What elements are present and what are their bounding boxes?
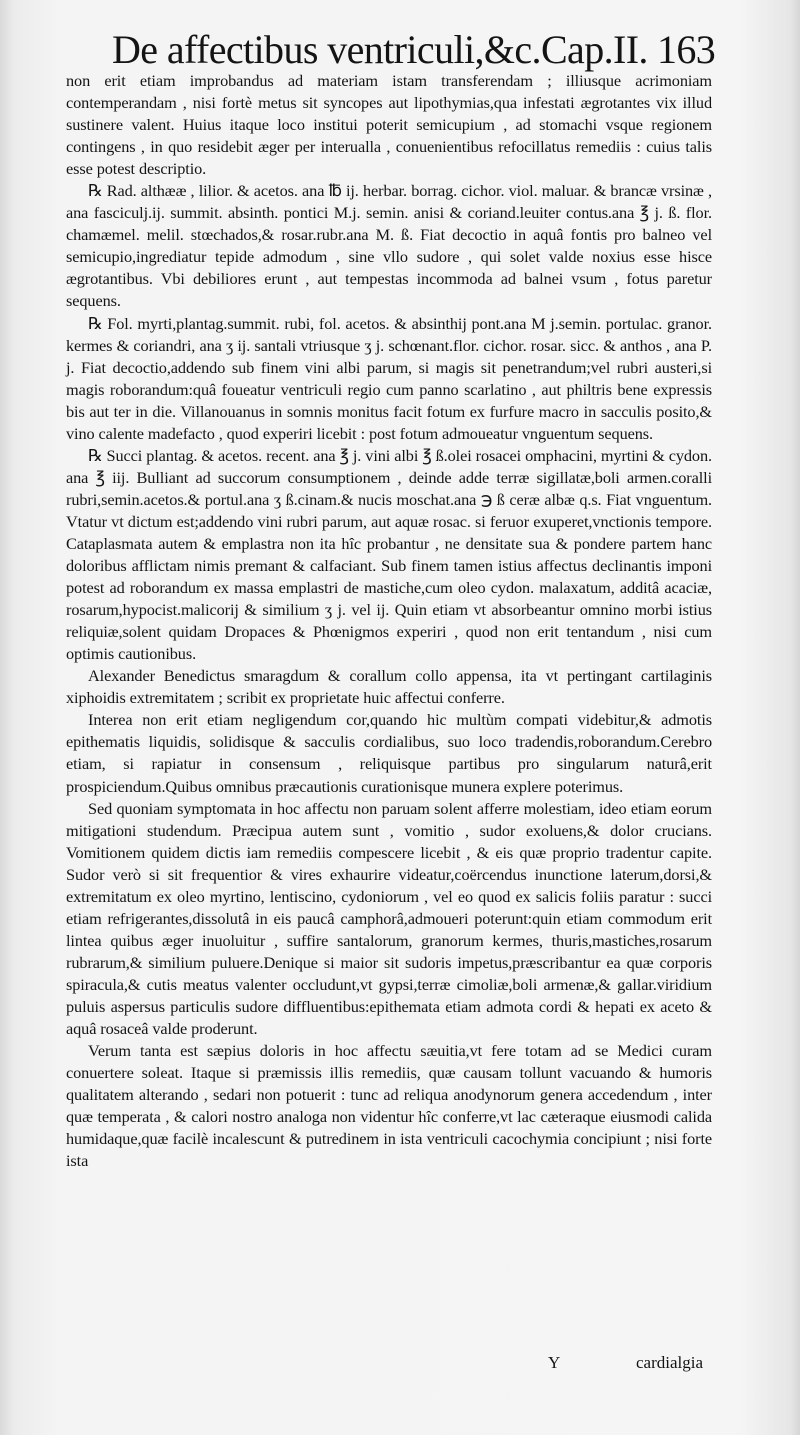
page-footer	[0, 1350, 800, 1376]
paragraph-symptomata: Sed quoniam symptomata in hoc affectu non paruam solent afferre molestiam, ideo etiam eorum mitigationi studendum. Præcipua autem sunt , vomitio , sudor exoluens,& dolor crucians. Vomitionem quidem dictis iam remediis compescere licebit , & eis quæ proprio tradentur capite. Sudor verò si sit frequentior & vires exhaurire videatur,coërcendus inunctione laterum,dorsi,& extremitatum ex oleo myrtino, lentiscino, cydoniorum , vel eo quod ex salicis foliis paratur : succi etiam refrigerantes,dissolutâ in eis paucâ camphorâ,admoueri poterunt:quin etiam commodum erit lintea quibus æger inuoluitur , suffire santalorum, granorum kermes, thuris,mastiches,rosarum rubrarum,& similium puluere.Denique si maior sit sudoris impetus,præscribantur ea quæ corporis spiracula,& cutis meatus valenter occludunt,vt gypsi,terræ cimoliæ,boli armenæ,& gallar.viridium puluis aspersus particulis sudore diffluentibus:epithemata etiam admota cordi & hepati ex aceto & aquâ rosaceâ valde proderunt.	[66, 798, 712, 1039]
body-text	[66, 70, 712, 1172]
recipe-balneum: ℞ Rad. althææ , lilior. & acetos. ana ℔ ij. herbar. borrag. cichor. viol. maluar. & brancæ vrsinæ , ana fasciculj.ij. summit. absinth. pontici M.j. semin. anisi & coriand.leuiter contus.ana ℥ j. ß. flor. chamæmel. melil. stœchados,& rosar.rubr.ana M. ß. Fiat decoctio in aquâ fontis pro balneo vel semicupio,ingrediatur tepide admodum , sine vllo sudore , qui solet valde noxius esse hisce ægrotantibus. Vbi debiliores erunt , aut tempestas incommoda ad balnei vsum , fotus paretur sequens.	[66, 181, 712, 311]
signature-mark: Y	[548, 1353, 561, 1372]
paragraph-benedictus: Alexander Benedictus smaragdum & corallum collo appensa, ita vt pertingant cartilaginis xiphoidis extremitatem ; scribit ex proprietate huic affectui conferre.	[66, 666, 712, 708]
recipe-unguentum: ℞ Succi plantag. & acetos. recent. ana ℥ j. vini albi ℥ ß.olei rosacei omphacini, myrtini & cydon. ana ℥ iij. Bulliant ad succorum consumptionem , deinde adde terræ sigillatæ,boli armen.coralli rubri,semin.acetos.& portul.ana ʒ ß.cinam.& nucis moschat.ana ℈ ß ceræ albæ q.s. Fiat vnguentum. Vtatur vt dictum est;addendo vini rubri parum, aut aquæ rosac. si feruor exuperet,vnctionis tempore. Cataplasmata autem & emplastra non ita hîc probantur , ne densitate sua & pondere partem hanc doloribus afflictam nimis premant & calfaciant. Sub finem tamen istius affectus declinantis imponi potest ad roborandum ex massa emplastri de mastiche,cum oleo cydon. malaxatum, additâ acaciæ, rosarum,hypocist.malicorij & similium ʒ j. vel ij. Quin etiam vt absorbeantur omnino morbi istius reliquiæ,solent quidam Dropaces & Phœnigmos experiri , quod non erit tentandum , nisi cum optimis cautionibus.	[66, 445, 712, 664]
page-header	[112, 24, 800, 76]
catchword: cardialgia	[636, 1353, 704, 1372]
running-title: De affectibus ventriculi,&c.Cap.II.	[112, 27, 648, 72]
paragraph-continuation: non erit etiam improbandus ad materiam istam transferendam ; illiusque acrimoniam contemperandam , nisi fortè metus sit syncopes aut lipothymias,qua infestati ægrotantes vix illud sustinere valent. Huius itaque loco institui poterit semicupium , ad stomachi vsque regionem contingens , in quo residebit æger per interualla , conuenientibus refocillatus remediis : cuius talis esse potest descriptio.	[66, 71, 712, 179]
paragraph-cor: Interea non erit etiam negligendum cor,quando hic multùm compati videbitur,& admotis epithematis liquidis, solidisque & sacculis cordialibus, suo loco tradendis,roborandum.Cerebro etiam, si rapiatur in consensum , reliquisque partibus pro singularum naturâ,erit prospiciendum.Quibus omnibus præcautionis curationisque munera explere poterimus.	[66, 710, 712, 796]
page-number: 163	[657, 27, 716, 72]
paragraph-dolor: Verum tanta est sæpius doloris in hoc affectu sæuitia,vt fere totam ad se Medici curam conuertere soleat. Itaque si præmissis illis remediis, quæ causam tollunt vacuando & humoris qualitatem alterando , sedari non potuerit : tunc ad reliqua anodynorum genera accedendum , inter quæ temperata , & calori nostro analoga non videntur hîc conferre,vt lac cæteraque eiusmodi calida humidaque,quæ facilè incalescunt & putredinem in ista ventriculi cacochymia concipiunt ; nisi forte ista	[66, 1041, 712, 1171]
recipe-fotus: ℞ Fol. myrti,plantag.summit. rubi, fol. acetos. & absinthij pont.ana M j.semin. portulac. granor. kermes & coriandri, ana ʒ ij. santali vtriusque ʒ j. schœnant.flor. cichor. rosar. sicc. & anthos , ana P. j. Fiat decoctio,addendo sub finem vini albi parum, si magis sit penetrandum;vel rubri austeri,si magis roborandum:quâ foueatur ventriculi regio cum panno scarlatino , aut philtris bene expressis bis aut ter in die. Villanouanus in somnis monitus facit fotum ex furfure macro in sacculis posito,& vino calente madefacto , quod experiri licebit : post fotum admoueatur vnguentum sequens.	[66, 313, 712, 443]
